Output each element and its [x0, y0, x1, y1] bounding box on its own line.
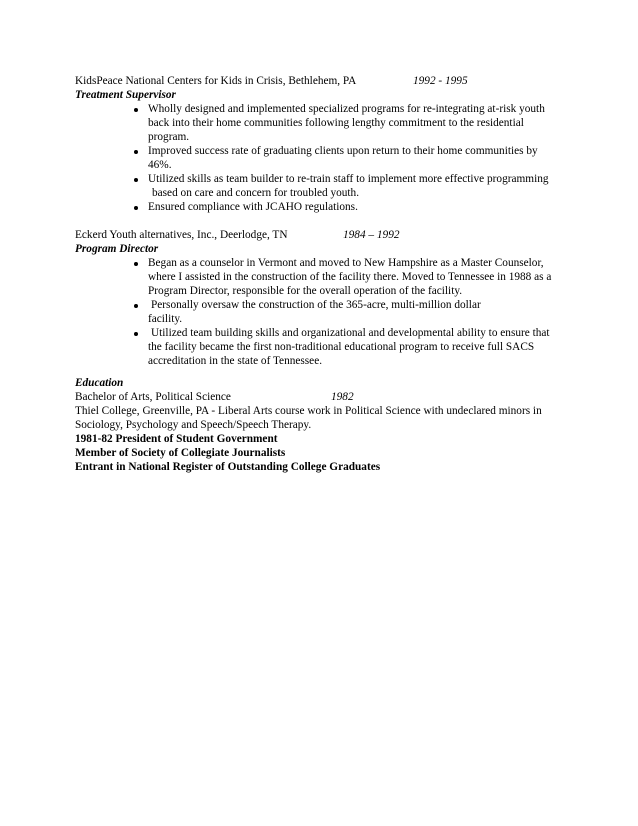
job1-title: Treatment Supervisor — [75, 89, 176, 101]
job2-bullet2-line1: Personally oversaw the construction of the 365-acre, multi-million dollar — [151, 299, 481, 311]
honor-item: Member of Society of Collegiate Journalists — [75, 447, 286, 459]
bullet-icon — [134, 262, 138, 266]
job1-bullet4-line1: Ensured compliance with JCAHO regulations. — [148, 201, 358, 213]
job1-dates: 1992 - 1995 — [413, 75, 468, 87]
job1-employer: KidsPeace National Centers for Kids in Crisis, Bethlehem, PA — [75, 75, 357, 87]
bullet-icon — [134, 332, 138, 336]
honor-item: Entrant in National Register of Outstanding College Graduates — [75, 461, 381, 473]
education-heading: Education — [75, 377, 124, 389]
job2-employer: Eckerd Youth alternatives, Inc., Deerlodge, TN — [75, 229, 288, 241]
job1-bullet3-line1: Utilized skills as team builder to re-train staff to implement more effective programming — [148, 173, 549, 185]
education-year: 1982 — [331, 391, 354, 403]
bullet-icon — [134, 206, 138, 210]
job2-dates: 1984 – 1992 — [343, 229, 400, 241]
job2-bullet3-line2: the facility became the first non-traditional educational program to receive full SACS — [148, 341, 535, 353]
job1-bullet2-line1: Improved success rate of graduating clients upon return to their home communities by — [148, 145, 538, 157]
bullet-icon — [134, 108, 138, 112]
education-school-line1: Thiel College, Greenville, PA - Liberal Arts course work in Political Science with undeclared minors in — [75, 405, 542, 417]
job2-title: Program Director — [75, 243, 159, 255]
education-degree: Bachelor of Arts, Political Science — [75, 391, 231, 403]
job2-bullet1-line3: Program Director, responsible for the overall operation of the facility. — [148, 285, 463, 297]
job1-bullet2-line2: 46%. — [148, 159, 172, 171]
job1-bullet1-line1: Wholly designed and implemented specialized programs for re-integrating at-risk youth — [148, 103, 545, 115]
job1-bullet1-line2: back into their home communities following lengthy commitment to the residential — [148, 117, 524, 129]
job2-bullet3-line1: Utilized team building skills and organizational and developmental ability to ensure that — [151, 327, 550, 339]
job2-bullet2-line2: facility. — [148, 313, 183, 325]
honor-item: 1981-82 President of Student Government — [75, 433, 278, 445]
job2-bullet1-line2: where I assisted in the construction of the facility there. Moved to Tennessee in 1988 as a — [148, 271, 552, 283]
bullet-icon — [134, 304, 138, 308]
job2-bullet1-line1: Began as a counselor in Vermont and moved to New Hampshire as a Master Counselor, — [148, 257, 544, 269]
job1-bullet3-line2: based on care and concern for troubled youth. — [152, 187, 360, 199]
bullet-icon — [134, 178, 138, 182]
education-school-line2: Sociology, Psychology and Speech/Speech Therapy. — [75, 419, 312, 431]
job2-bullet3-line3: accreditation in the state of Tennessee. — [148, 355, 323, 367]
bullet-icon — [134, 150, 138, 154]
job1-bullet1-line3: program. — [148, 131, 190, 143]
